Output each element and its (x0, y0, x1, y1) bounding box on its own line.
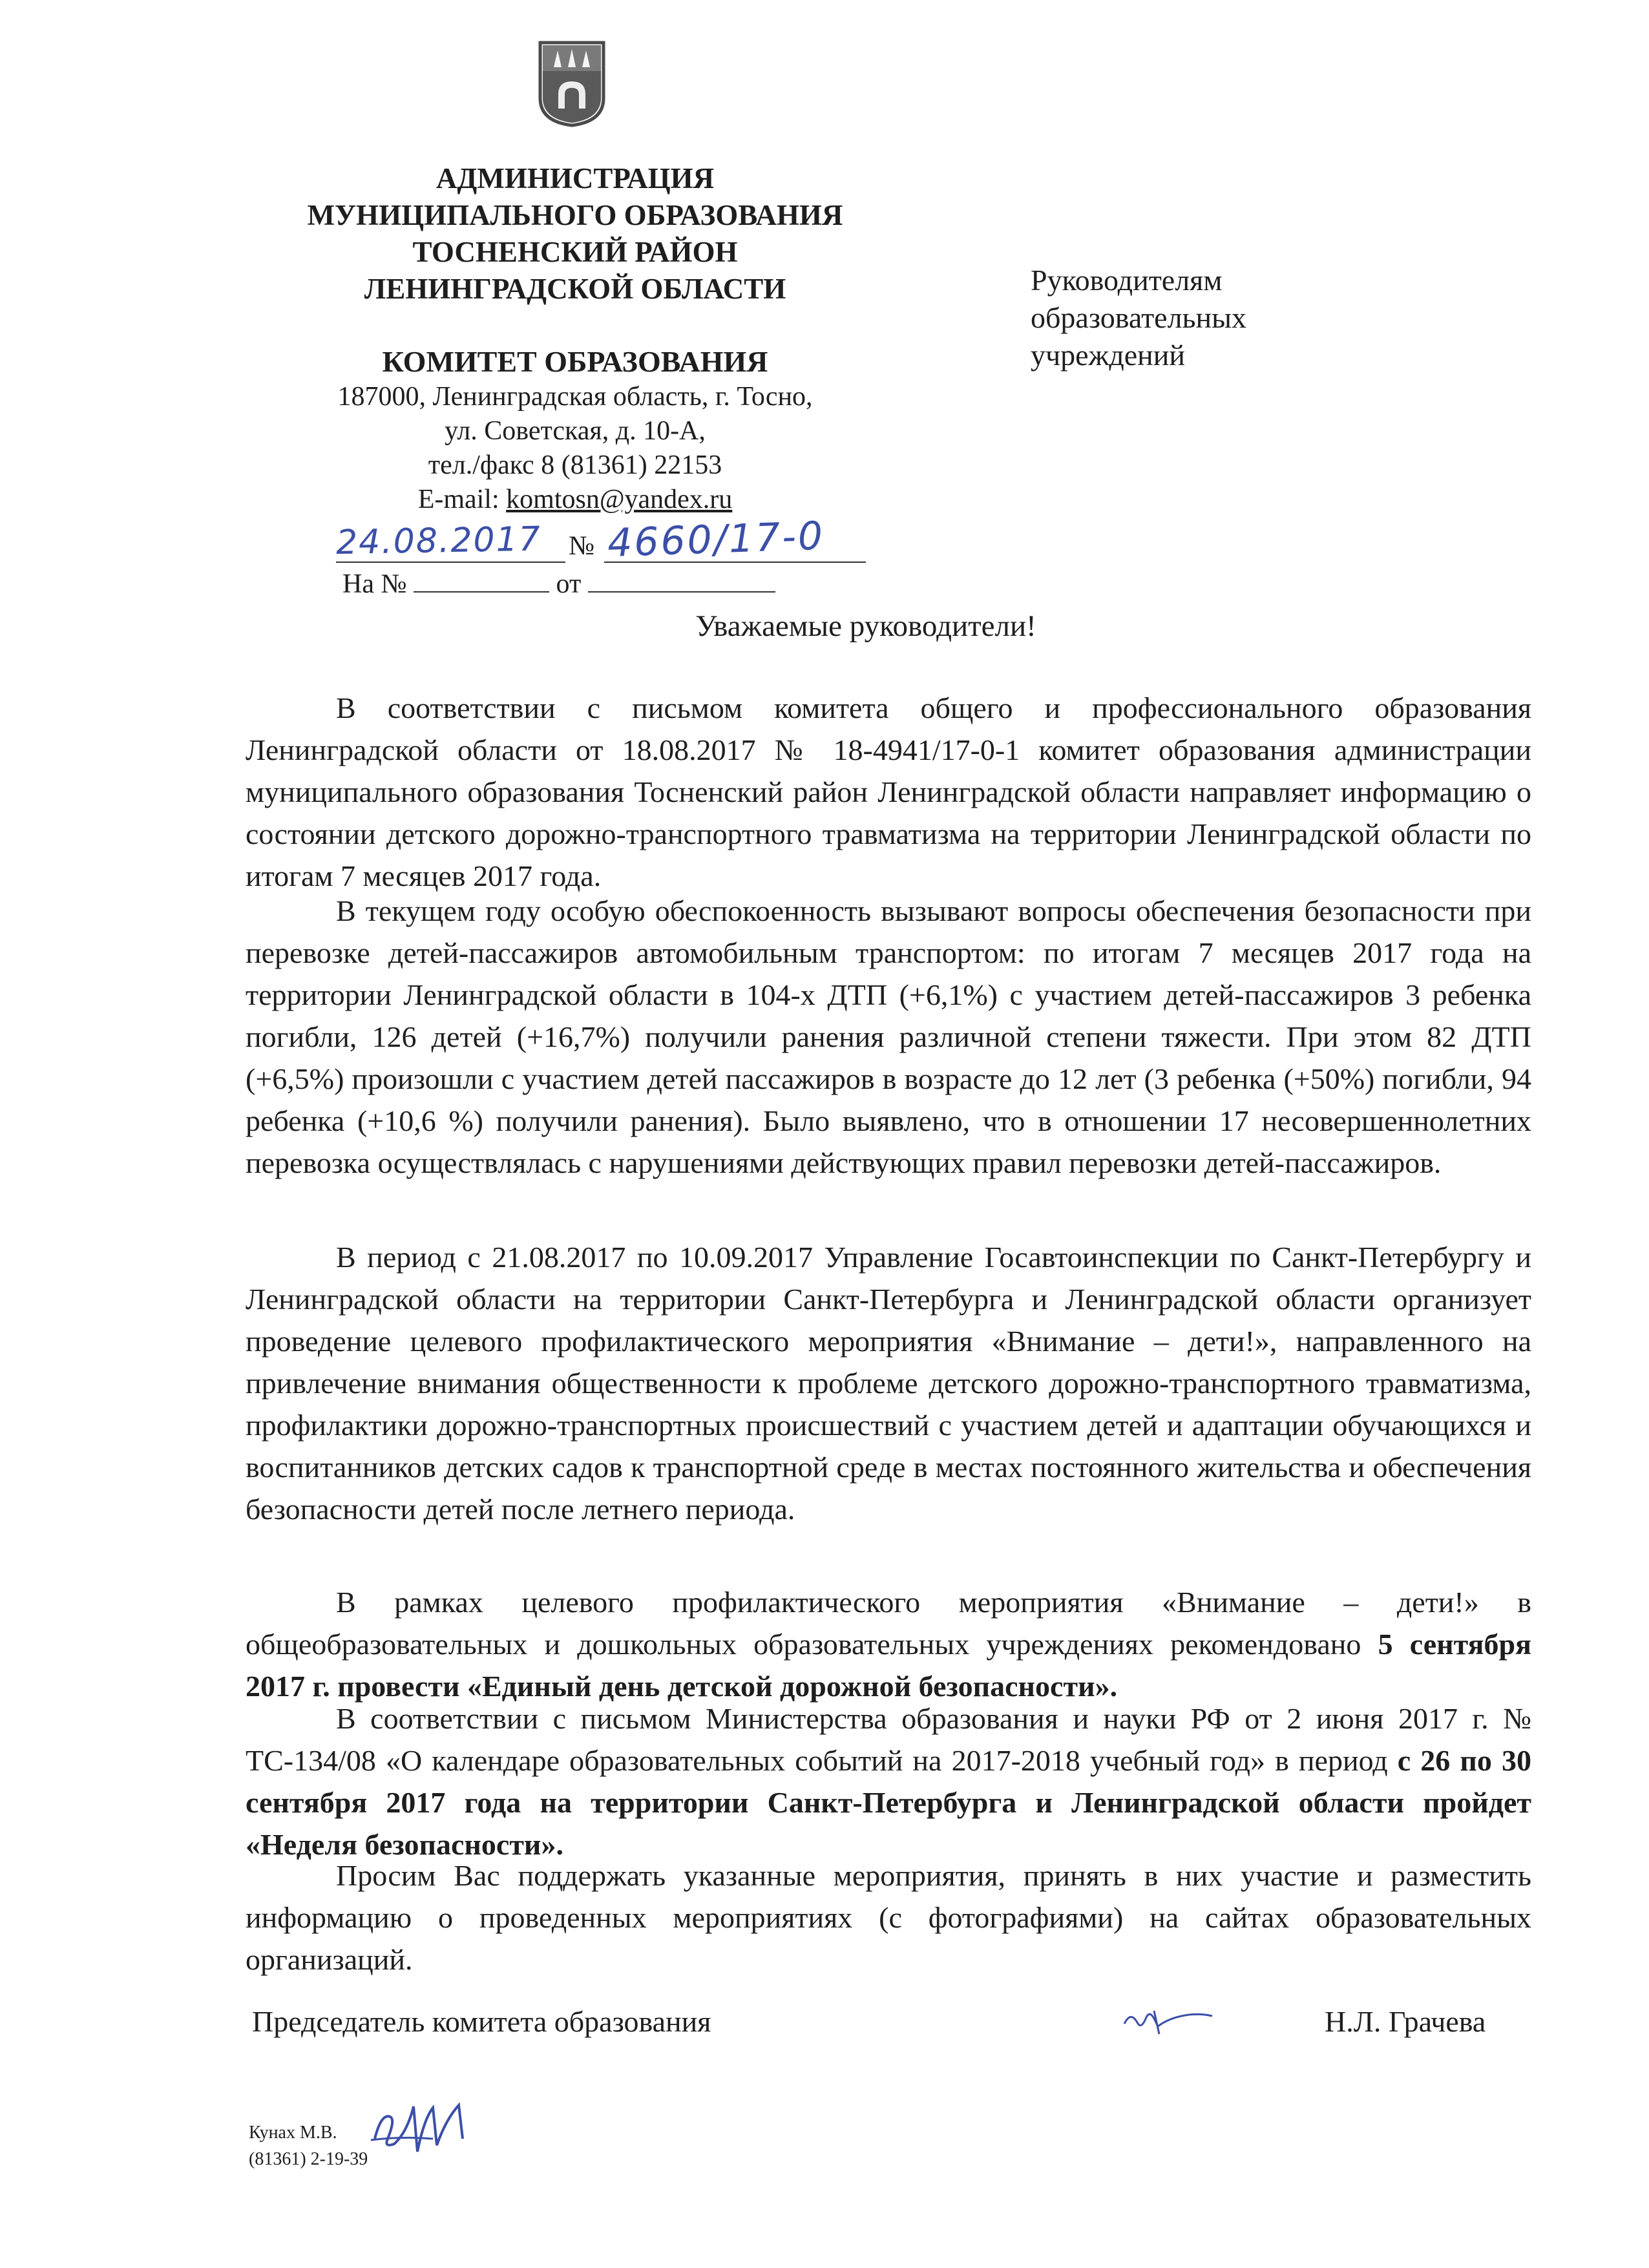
reference-line (342, 569, 775, 600)
recipient-line-3: учреждений (1031, 339, 1186, 372)
paragraph-4-bold: 5 сентября 2017 г. провести «Единый день детской дорожной безопасности». (246, 1628, 1531, 1703)
paragraph-5 (246, 1697, 1531, 1865)
email-label: E-mail: (417, 485, 507, 514)
reference-number-blank (414, 569, 549, 593)
paragraph-3: В период с 21.08.2017 по 10.09.2017 Управление Госавтоинспекции по Санкт-Петербургу и Ленинградской области на территории Санкт-Петербурга и Ленинградской области организует проведение целевого профилактического мероприятия «Внимание – дети!», направленного на привлечение внимания общественности к проблеме детского дорожно-транспортного травматизма, профилактики дорожно-транспортных происшествий с участием детей и адаптации обучающихся и воспитанников детских садов к транспортной среде в местах постоянного жительства и обеспечения безопасности детей после летнего периода. (246, 1241, 1531, 1526)
address-line-3: тел./факс 8 (81361) 22153 (428, 450, 722, 480)
header-line-1: АДМИНИСТРАЦИЯ (436, 162, 715, 194)
email-link[interactable]: komtosn@yandex.ru (506, 485, 733, 514)
recipient-line-1: Руководителям (1031, 264, 1223, 297)
number-label: № (569, 531, 595, 561)
address-block (246, 380, 905, 517)
greeting: Уважаемые руководители! (695, 609, 1036, 643)
paragraph-2: В текущем году особую обеспокоенность вызывают вопросы обеспечения безопасности при перевозке детей-пассажиров автомобильным транспортом: по итогам 7 месяцев 2017 года на территории Ленинградской области в 104-х ДТП (+6,1%) с участием детей-пассажиров 3 ребенка погибли, 126 детей (+16,7%) получили ранения различной степени тяжести. При этом 82 ДТП (+6,5%) произошли с участием детей пассажиров в возрасте до 12 лет (3 ребенка (+50%) погибли, 94 ребенка (+10,6 %) получили ранения). Было выявлено, что в отношении 17 несовершеннолетних перевозка осуществлялась с нарушениями действующих правил перевозки детей-пассажиров. (246, 894, 1531, 1179)
email-line (246, 483, 905, 517)
paragraph-4-text: В рамках целевого профилактического мероприятия «Внимание – дети!» в общеобразовательных и дошкольных образовательных учреждениях рекомендовано (246, 1586, 1531, 1661)
executor-signature-icon (362, 2094, 491, 2165)
paragraph-1: В соответствии с письмом комитета общего и профессионального образования Ленинградской области от 18.08.2017 № 18-4941/17-0-1 комитет образования администрации муниципального образования Тосненский район Ленинградской области направляет информацию о состоянии детского дорожно-транспортного травматизма на территории Ленинградской области по итогам 7 месяцев 2017 года. (246, 691, 1531, 892)
registration-date: 24.08.2017 (335, 520, 542, 563)
recipient-block (1031, 262, 1483, 374)
reference-ot-label: от (556, 569, 582, 599)
reference-na-label: На № (342, 569, 407, 599)
reference-date-blank (588, 569, 775, 593)
paragraph-4 (246, 1581, 1531, 1707)
address-line-1: 187000, Ленинградская область, г. Тосно, (337, 382, 813, 412)
executor-phone: (81361) 2-19-39 (249, 2149, 368, 2169)
paragraph-5-text: В соответствии с письмом Министерства образования и науки РФ от 2 июня 2017 г. № ТС-134/08 «О календаре образовательных событий на 2017-2018 учебный год» в период (246, 1702, 1531, 1777)
committee-title: КОМИТЕТ ОБРАЗОВАНИЯ (382, 345, 768, 378)
organization-header (246, 160, 905, 308)
address-line-2: ул. Советская, д. 10-А, (445, 416, 706, 446)
handwritten-signature-icon (1118, 1998, 1215, 2043)
header-line-2: МУНИЦИПАЛЬНОГО ОБРАЗОВАНИЯ (307, 199, 843, 231)
header-line-3: ТОСНЕНСКИЙ РАЙОН (412, 236, 738, 268)
paragraph-6: Просим Вас поддержать указанные мероприятия, принять в них участие и разместить информацию о проведенных мероприятиях (с фотографиями) на сайтах образовательных организаций. (246, 1859, 1531, 1976)
date-underline (336, 562, 565, 563)
recipient-line-2: образовательных (1031, 301, 1247, 334)
executor-name: Кунах М.В. (249, 2123, 337, 2143)
registration-number: 4660/17-0 (606, 513, 826, 567)
signatory-name: Н.Л. Грачева (1325, 2005, 1486, 2038)
registration-line (335, 513, 866, 567)
paragraph-5-bold: с 26 по 30 сентября 2017 года на территории Санкт-Петербурга и Ленинградской области пройдет «Неделя безопасности». (246, 1744, 1532, 1861)
signatory-title: Председатель комитета образования (252, 2005, 711, 2038)
header-line-4: ЛЕНИНГРАДСКОЙ ОБЛАСТИ (364, 273, 786, 305)
coat-of-arms-icon (536, 39, 607, 128)
